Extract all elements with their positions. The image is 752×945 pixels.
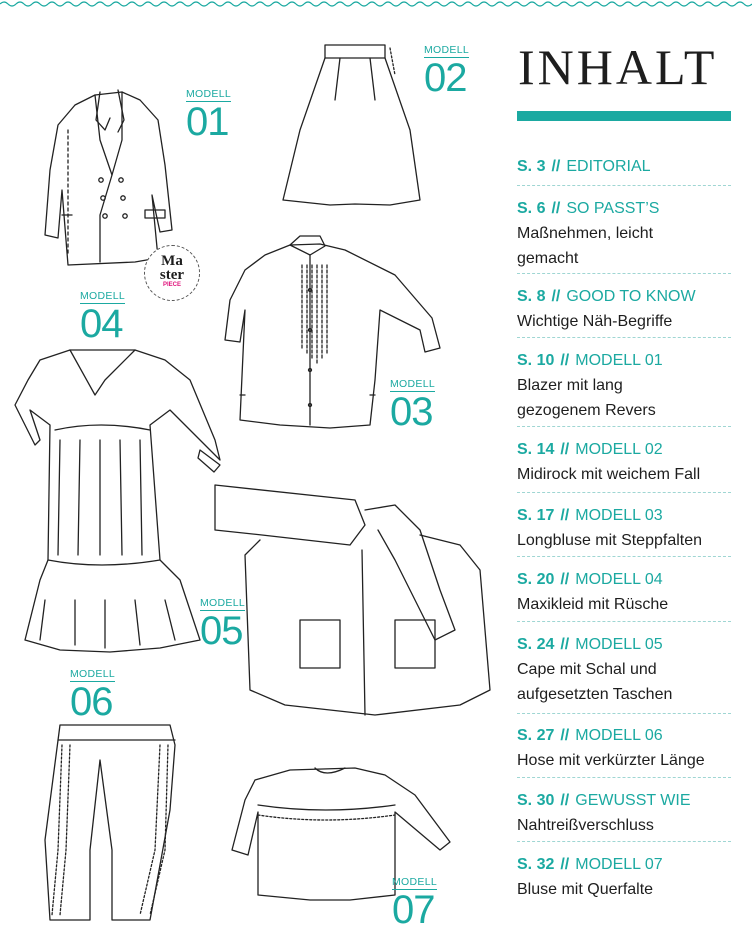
toc-section-name: SO PASST’S [566, 200, 660, 217]
toc-section-name: MODELL 07 [575, 856, 663, 873]
title-underline-bar [517, 111, 731, 121]
model-word: MODELL [390, 378, 435, 390]
toc-entry-description: Cape mit Schal und [517, 661, 657, 678]
toc-divider [517, 337, 731, 338]
model-word: MODELL [200, 597, 245, 609]
toc-entry[interactable] [517, 567, 731, 617]
toc-entry-heading [517, 437, 731, 462]
toc-page-number: S. 14 [517, 441, 555, 458]
toc-section-name: MODELL 05 [575, 636, 663, 653]
toc-separator: // [560, 507, 570, 524]
dress-sketch-icon [15, 350, 220, 652]
toc-entry[interactable] [517, 348, 731, 423]
toc-divider [517, 556, 731, 557]
model-number: 02 [424, 56, 467, 100]
toc-entry[interactable] [517, 852, 731, 902]
model-word: MODELL [424, 44, 469, 56]
toc-section-name: MODELL 02 [575, 441, 663, 458]
toc-entry-heading [517, 348, 731, 373]
toc-separator: // [551, 200, 561, 217]
model-label-07 [392, 876, 437, 930]
model-label-01 [186, 88, 231, 142]
toc-entry-description: Maxikleid mit Rüsche [517, 596, 669, 613]
toc-separator: // [560, 856, 570, 873]
model-number: 01 [186, 100, 229, 144]
toc-entry-heading [517, 852, 731, 877]
toc-entry-description: Bluse mit Querfalte [517, 881, 654, 898]
toc-entry[interactable] [517, 788, 731, 838]
toc-section-name: GEWUSST WIE [575, 792, 691, 809]
toc-page-number: S. 32 [517, 856, 555, 873]
toc-divider [517, 713, 731, 714]
badge-line-2: ster [159, 267, 185, 283]
model-number: 03 [390, 390, 433, 434]
toc-section-name: MODELL 04 [575, 571, 663, 588]
toc-entry-heading [517, 723, 731, 748]
masterpiece-badge [144, 245, 200, 301]
toc-entry-heading [517, 196, 731, 221]
model-label-02 [424, 44, 469, 98]
model-word: MODELL [186, 88, 231, 100]
toc-entry-description: Midirock mit weichem Fall [517, 466, 701, 483]
toc-page-number: S. 10 [517, 352, 555, 369]
toc-page-number: S. 24 [517, 636, 555, 653]
model-label-05 [200, 597, 245, 651]
model-number: 05 [200, 609, 243, 653]
model-label-03 [390, 378, 435, 432]
page-title: INHALT [518, 39, 718, 95]
toc-entry[interactable] [517, 284, 731, 334]
toc-entry[interactable] [517, 632, 731, 707]
toc-entry-description: Nahtreißverschluss [517, 817, 654, 834]
toc-entry-description: Longbluse mit Steppfalten [517, 532, 703, 549]
toc-page-number: S. 30 [517, 792, 555, 809]
toc-separator: // [560, 727, 570, 744]
toc-section-name: EDITORIAL [566, 158, 651, 175]
blazer-sketch-icon [45, 90, 172, 265]
skirt-sketch-icon [283, 45, 420, 205]
toc-entry-description: Wichtige Näh-Begriffe [517, 313, 673, 330]
toc-divider [517, 273, 731, 274]
toc-entry-heading [517, 284, 731, 309]
toc-entry-description: Blazer mit lang [517, 377, 623, 394]
toc-section-name: MODELL 01 [575, 352, 663, 369]
toc-entry-description: gezogenem Revers [517, 402, 656, 419]
pants-sketch-icon [45, 725, 175, 920]
badge-line-3: PIECE [162, 282, 181, 288]
model-label-06 [70, 668, 115, 722]
toc-divider [517, 492, 731, 493]
toc-entry[interactable] [517, 437, 731, 487]
toc-section-name: GOOD TO KNOW [566, 288, 696, 305]
toc-entry-heading [517, 154, 731, 179]
toc-divider [517, 841, 731, 842]
toc-section-name: MODELL 06 [575, 727, 663, 744]
toc-section-name: MODELL 03 [575, 507, 663, 524]
toc-separator: // [560, 636, 570, 653]
toc-entry-description: Maßnehmen, leicht [517, 225, 654, 242]
toc-entry[interactable] [517, 196, 731, 271]
toc-entry[interactable] [517, 154, 731, 179]
toc-entry[interactable] [517, 723, 731, 773]
toc-page-number: S. 6 [517, 200, 546, 217]
toc-entry[interactable] [517, 503, 731, 553]
toc-divider [517, 185, 731, 186]
toc-page-number: S. 20 [517, 571, 555, 588]
toc-separator: // [560, 352, 570, 369]
model-word: MODELL [392, 876, 437, 888]
model-label-04 [80, 290, 125, 344]
toc-separator: // [560, 792, 570, 809]
toc-separator: // [551, 158, 561, 175]
toc-entry-heading [517, 788, 731, 813]
toc-page-number: S. 3 [517, 158, 546, 175]
toc-entry-heading [517, 632, 731, 657]
toc-divider [517, 777, 731, 778]
toc-separator: // [551, 288, 561, 305]
model-word: MODELL [70, 668, 115, 680]
badge-line-1: Ma [161, 253, 183, 269]
toc-page-number: S. 17 [517, 507, 555, 524]
toc-page-number: S. 27 [517, 727, 555, 744]
toc-separator: // [560, 441, 570, 458]
toc-entry-heading [517, 503, 731, 528]
toc-entry-description: aufgesetzten Taschen [517, 686, 673, 703]
toc-divider [517, 426, 731, 427]
toc-entry-heading [517, 567, 731, 592]
toc-entry-description: gemacht [517, 250, 579, 267]
model-number: 06 [70, 680, 113, 724]
model-number: 07 [392, 888, 435, 932]
toc-separator: // [560, 571, 570, 588]
cape-sketch-icon [215, 485, 490, 715]
model-number: 04 [80, 302, 123, 346]
model-word: MODELL [80, 290, 125, 302]
toc-page-number: S. 8 [517, 288, 546, 305]
toc-entry-description: Hose mit verkürzter Länge [517, 752, 705, 769]
toc-divider [517, 621, 731, 622]
